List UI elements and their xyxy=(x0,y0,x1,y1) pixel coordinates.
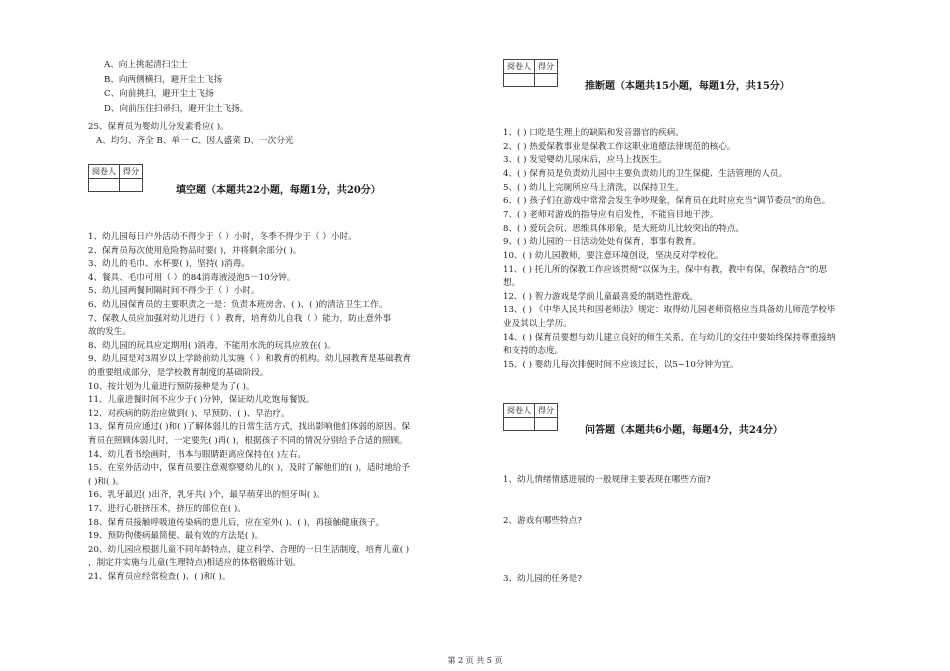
judge-score-table xyxy=(503,59,558,87)
question-25-options: A、均匀、齐全 B、单一 C、因人盛菜 D、一次分光 xyxy=(96,136,294,146)
judge-question-line: 4、( ) 保育员是负责幼儿园中主要负责幼儿的卫生保健、生活管理的人员。 xyxy=(503,168,788,179)
score-cell xyxy=(535,74,558,87)
score-cell xyxy=(120,179,143,192)
judge-question-line: 1、( ) 口吃是生理上的缺陷和发音器官的疾病。 xyxy=(503,128,684,138)
qa-question-1: 1、幼儿情绪情感进展的一般规律主要表现在哪些方面? xyxy=(503,475,711,485)
fill-question-line: 13、保育员应通过( )和( )了解体弱儿的日常生活方式，找出影响他们体弱的原因。保 xyxy=(88,422,410,433)
fill-question-line: 18、保育员接触呼吸道传染病的患儿后，应在室外( )、( )，再接触健康孩子。 xyxy=(88,517,385,528)
grader-header: 阅卷人 xyxy=(504,60,535,74)
fill-question-line: 故的发生。 xyxy=(88,327,131,338)
judge-question-line: 11、( ) 托儿所的保教工作应该贯彻“以保为主，保中有教，教中有保，保教结合”的思 xyxy=(503,264,828,275)
judge-question-line: 5、( ) 幼儿上完厕所应马上清洗，以保持卫生。 xyxy=(503,182,684,193)
option-item: C、向前挑扫，避开尘土飞扬 xyxy=(104,89,214,100)
grader-cell xyxy=(89,179,120,192)
judge-question-line: 想。 xyxy=(503,278,521,289)
qa-section-title: 问答题（本题共6小题，每题4分，共24分） xyxy=(585,425,783,436)
fill-question-line: 3、幼儿的毛巾、水杯要( )，坚持( )消毒。 xyxy=(88,259,250,270)
judge-question-line: 8、( ) 爱玩会玩、思维具体形象，是大班幼儿比较突出的特点。 xyxy=(503,223,745,234)
judge-question-line: 6、( ) 孩子们在游戏中常常会发生争吵现象，保育员在此时应充当“调节委员”的角色。 xyxy=(503,196,831,207)
fill-question-line: 15、在室外活动中，保育员要注意观察婴幼儿的( )，及时了解他们的( )，适时地给予 xyxy=(88,463,410,474)
page-footer: 第 2 页 共 5 页 xyxy=(447,656,503,665)
score-header: 得分 xyxy=(535,404,558,418)
fill-question-line: 7、保教人员应加强对幼儿进行（ ）教育，培育幼儿自我（ ）能力，防止意外事 xyxy=(88,313,392,324)
judge-section-title: 推断题（本题共15小题，每题1分，共15分） xyxy=(585,81,790,92)
option-item: A、向上挑起清扫尘土 xyxy=(104,60,188,70)
judge-question-line: 14、( ) 保育员要想与幼儿建立良好的师生关系，在与幼儿的交往中要始终保持尊重接纳 xyxy=(503,332,836,343)
grader-cell xyxy=(504,418,535,431)
grader-header: 阅卷人 xyxy=(504,404,535,418)
fill-question-line: 育员在照顾体弱儿时，一定要先( )再( )，根据孩子不同的情况分别给予合适的照顾。 xyxy=(88,436,408,446)
judge-question-line: 业及其以上学历。 xyxy=(503,319,572,330)
qa-question-3: 3、幼儿园的任务是? xyxy=(503,574,582,584)
judge-question-line: 15、( ) 婴幼儿每次排便时间不应该过长，以5~10分钟为宜。 xyxy=(503,360,739,371)
qa-score-table xyxy=(503,403,558,431)
judge-question-line: 13、( ) 《中华人民共和国老师法》规定：取得幼儿园老师资格应当具备幼儿师范学校毕 xyxy=(503,305,836,316)
fill-question-line: 的重要组成部分，是学校教育制度的基础阶段。 xyxy=(88,368,269,378)
grader-cell xyxy=(504,74,535,87)
fill-question-line: 10、按计划为儿童进行预防接种是为了( )。 xyxy=(88,381,255,392)
fill-question-line: 2、保育员每次使用危险物品时要( )，并将剩余部分( )。 xyxy=(88,245,302,256)
fill-question-line: 16、乳牙最迟( )出齐，乳牙共( )个，最早萌芽出的恒牙叫( )。 xyxy=(88,490,325,501)
fill-question-line: 20、幼儿园应根据儿童不同年龄特点，建立科学、合理的一日生活制度，培育儿童( ) xyxy=(88,544,410,555)
judge-question-line: 2、( ) 热爱保教事业是保教工作这职业道德法律规范的核心。 xyxy=(503,141,736,152)
fill-question-line: 6、幼儿园保育员的主要职责之一是：负责本班房舍、( )、( )的清洁卫生工作。 xyxy=(88,300,388,310)
option-item: B、向两侧横扫，避开尘土飞扬 xyxy=(104,74,223,85)
fill-question-line: 14、幼儿看书绘画时，书本与眼睛距离应保持在( )左右。 xyxy=(88,449,307,460)
fill-question-line: 1、幼儿园每日户外活动不得少于（ ）小时，冬季不得少于（ ）小时。 xyxy=(88,232,357,242)
option-item: D、向前压住扫帚扫，避开尘土飞扬。 xyxy=(104,103,249,114)
judge-question-line: 9、( ) 幼儿园的一日活动处处有保育，事事有教育。 xyxy=(503,237,702,248)
fill-question-line: 17、进行心脏挤压术，挤压的部位在( )。 xyxy=(88,504,246,514)
question-25: 25、保育员为婴幼儿分发素肴应( )。 xyxy=(88,122,229,132)
fill-score-table xyxy=(88,164,143,192)
fill-question-line: 19、预防佝偻病最简便、最有效的方法是( )。 xyxy=(88,531,264,542)
fill-question-line: 11、儿童进餐时间不应少于( )分钟，保证幼儿吃饱每餐饭。 xyxy=(88,395,315,406)
fill-question-line: 5、幼儿园两餐间隔时间不得少于（ ）小时。 xyxy=(88,286,260,297)
judge-question-line: 7、( ) 老师对游戏的指导应有启发性，不能盲目地干涉。 xyxy=(503,209,719,220)
score-cell xyxy=(535,418,558,431)
fill-question-line: 4、餐具、毛巾可用（ ）的84消毒液浸泡5－10分钟。 xyxy=(88,272,296,283)
fill-question-line: ，制定并实施与儿童(生理特点)相适应的体格锻炼计划。 xyxy=(88,558,301,569)
fill-question-line: 12、对疾病的防治应做到( )、早预防、( )、早治疗。 xyxy=(88,408,290,419)
grader-header: 阅卷人 xyxy=(89,165,120,179)
fill-question-line: 9、幼儿园是对3周岁以上学龄前幼儿实施（ ）和教育的机构。幼儿园教育是基础教育 xyxy=(88,354,412,365)
score-header: 得分 xyxy=(120,165,143,179)
judge-question-line: 10、( ) 幼儿园教师，要注意环境创设，坚决反对学校化。 xyxy=(503,250,724,261)
fill-section-title: 填空题（本题共22小题，每题1分，共20分） xyxy=(176,185,381,196)
qa-question-2: 2、游戏有哪些特点? xyxy=(503,516,582,526)
fill-question-line: ( )和( )。 xyxy=(88,476,125,487)
judge-question-line: 3、( ) 发觉婴幼儿尿床后，应马上找医生。 xyxy=(503,155,667,166)
fill-question-line: 8、幼儿园的玩具应定期用( )消毒，不能用水洗的玩具应放在( )。 xyxy=(88,340,336,351)
judge-question-line: 和支持的态度。 xyxy=(503,346,564,357)
fill-question-line: 21、保育员应经常检查( )、( )和( )。 xyxy=(88,572,231,582)
score-header: 得分 xyxy=(535,60,558,74)
judge-question-line: 12、( ) 智力游戏是学前儿童最喜爱的制造性游戏。 xyxy=(503,291,698,302)
